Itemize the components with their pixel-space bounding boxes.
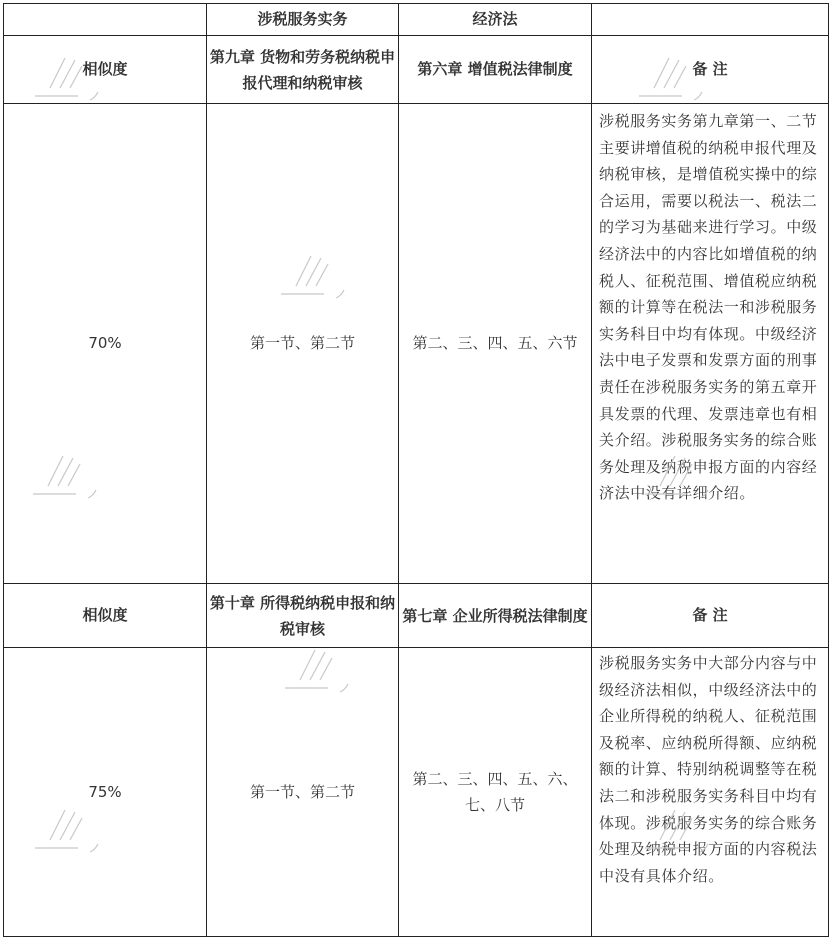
sections-a: 第一节、第二节 <box>207 648 399 937</box>
section2-content-row <box>4 648 829 937</box>
chapter-a-title: 第九章 货物和劳务税纳税申报代理和纳税审核 <box>207 36 399 104</box>
similarity-label: 相似度 <box>4 584 207 648</box>
section1-content-row <box>4 104 829 584</box>
header-row <box>4 4 829 36</box>
similarity-value: 75% <box>4 648 207 937</box>
chapter-b-title: 第六章 增值税法律制度 <box>399 36 592 104</box>
chapter-a-title: 第十章 所得税纳税申报和纳税审核 <box>207 584 399 648</box>
sections-a: 第一节、第二节 <box>207 104 399 584</box>
header-empty-cell <box>4 4 207 36</box>
chapter-b-title: 第七章 企业所得税法律制度 <box>399 584 592 648</box>
remark-label: 备 注 <box>592 584 829 648</box>
remark-text: 涉税服务实务第九章第一、二节主要讲增值税的纳税申报代理及纳税审核，是增值税实操中的综合运用，需要以税法一、税法二的学习为基础来进行学习。中级经济法中的内容比如增值税的纳税人、征税范围、增值税应纳税额的计算等在税法一和涉税服务实务科目中均有体现。中级经济法中电子发票和发票方面的刑事责任在涉税服务实务的第五章开具发票的代理、发票违章也有相关介绍。涉税服务实务的综合账务处理及纳税申报方面的内容经济法中没有详细介绍。 <box>592 104 829 584</box>
remark-text: 涉税服务实务中大部分内容与中级经济法相似，中级经济法中的企业所得税的纳税人、征税范围及税率、应纳税所得额、应纳税额的计算、特别纳税调整等在税法二和涉税服务实务科目中均有体现。涉税服务实务的综合账务处理及纳税申报方面的内容税法中没有具体介绍。 <box>592 648 829 937</box>
sections-b: 第二、三、四、五、六节 <box>399 104 592 584</box>
similarity-value: 70% <box>4 104 207 584</box>
similarity-label: 相似度 <box>4 36 207 104</box>
comparison-table <box>3 3 829 937</box>
sections-b: 第二、三、四、五、六、七、八节 <box>399 648 592 937</box>
header-subject-a: 涉税服务实务 <box>207 4 399 36</box>
section2-title-row <box>4 584 829 648</box>
header-subject-b: 经济法 <box>399 4 592 36</box>
section1-title-row <box>4 36 829 104</box>
remark-label: 备 注 <box>592 36 829 104</box>
header-empty-cell <box>592 4 829 36</box>
